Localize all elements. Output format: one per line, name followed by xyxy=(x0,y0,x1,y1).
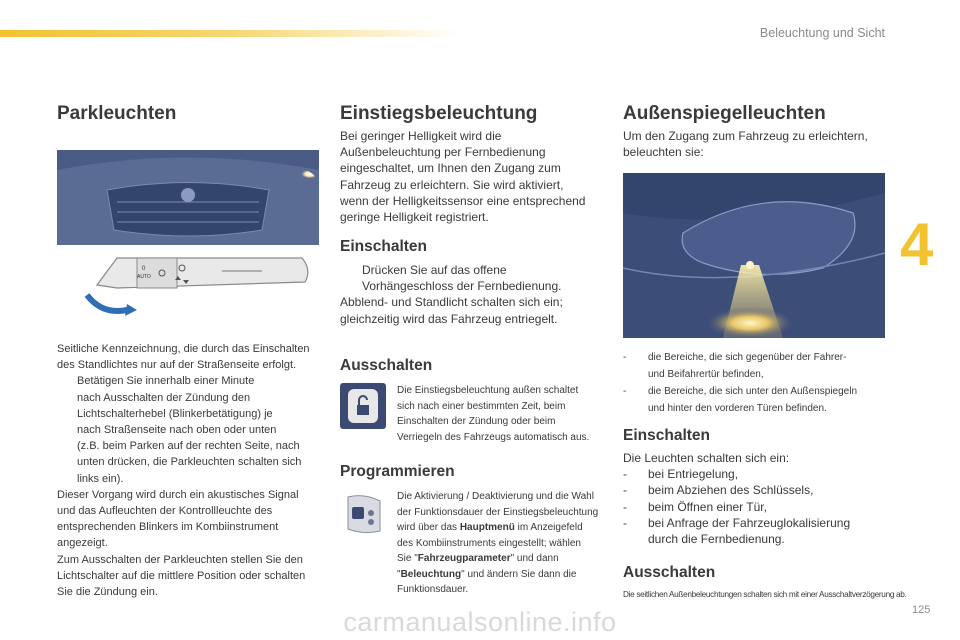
aussenspiegel-on-item xyxy=(623,466,893,482)
top-accent-bar xyxy=(0,30,460,37)
einstieg-off-line: Einschalten der Zündung oder beim xyxy=(397,416,556,427)
parkleuchten-p6: angezeigt. xyxy=(57,537,108,550)
einstieg-off-line: Verriegeln des Fahrzeugs automatisch aus. xyxy=(397,431,590,443)
aussenspiegel-on-item xyxy=(623,515,893,547)
dash-marker: - xyxy=(623,352,627,363)
prog-line-4: des Kombiinstruments eingestellt; wählen xyxy=(397,537,581,549)
parkleuchten-b6: unten drücken, die Parkleuchten schalten sich xyxy=(77,456,302,469)
parkleuchten-p8: Lichtschalter auf die mittlere Position oder schalten xyxy=(57,569,306,582)
prog-line-3c: im Anzeigefeld xyxy=(514,522,583,533)
einstieg-on-title: Einschalten xyxy=(340,238,427,255)
einstieg-on-body xyxy=(340,262,615,327)
einstieg-intro-line: eingeschaltet, um Ihnen den Zugang zum xyxy=(340,161,561,176)
einstieg-intro-line: Fahrzeug zu erleichtern. Sie wird aktiviert, xyxy=(340,177,564,192)
parkleuchten-bullet-line xyxy=(57,373,322,389)
aussenspiegel-list-text xyxy=(648,383,857,417)
fahrzeugparameter-label: Fahrzeugparameter xyxy=(417,553,511,564)
einstieg-off-line: sich nach einer bestimmten Zeit, beim xyxy=(397,400,566,412)
watermark: carmanualsonline.info xyxy=(343,607,617,637)
car-front-stalk-image xyxy=(57,150,319,325)
aussenspiegel-intro-line: Um den Zugang zum Fahrzeug zu erleichtern, xyxy=(623,129,868,143)
list-line: die Bereiche, die sich unter den Außenspiegeln xyxy=(648,386,858,397)
aussenspiegel-off-title: Ausschalten xyxy=(623,564,716,581)
prog-line-5c: " und dann xyxy=(510,553,559,564)
headlight-illustration xyxy=(57,150,319,325)
section-header: Beleuchtung und Sicht xyxy=(759,26,885,40)
mirror-light-illustration xyxy=(623,173,885,338)
einstieg-intro xyxy=(340,128,610,225)
prog-line-6a: " xyxy=(397,568,401,580)
steering-wheel-controls-icon xyxy=(340,495,388,535)
einstieg-on-p1: Abblend- und Standlicht schalten sich ein; xyxy=(340,295,563,310)
page-number: 125 xyxy=(912,604,931,616)
aussenspiegel-list xyxy=(623,349,888,417)
chapter-number: 4 xyxy=(900,211,934,278)
einstieg-intro-line: Außenbeleuchtung per Fernbedienung xyxy=(340,145,546,160)
einstieg-intro-line: wenn der Helligkeitssensor eine entsprechend xyxy=(340,193,586,208)
einstieg-off-title: Ausschalten xyxy=(340,357,433,374)
parkleuchten-p3: Dieser Vorgang wird durch ein akustisches Signal xyxy=(57,488,299,501)
prog-line-3 xyxy=(397,520,617,536)
aussenspiegel-intro-line: beleuchten sie: xyxy=(623,145,704,160)
prog-line-6 xyxy=(397,567,617,583)
parkleuchten-b4: nach Straßenseite nach oben oder unten xyxy=(77,424,277,437)
stalk-zero-label: 0 xyxy=(142,266,146,272)
aussenspiegel-title: Außenspiegelleuchten xyxy=(623,103,826,124)
list-line: durch die Fernbedienung. xyxy=(648,532,785,547)
parkleuchten-b2: nach Ausschalten der Zündung den xyxy=(77,391,251,404)
parkleuchten-p5: entsprechenden Blinkers im Kombiinstrument xyxy=(57,521,279,534)
parkleuchten-b3: Lichtschalterhebel (Blinkerbetätigung) je xyxy=(77,407,273,420)
prog-line-5 xyxy=(397,551,617,567)
hauptmenu-label: Hauptmenü xyxy=(459,522,515,533)
einstieg-title: Einstiegsbeleuchtung xyxy=(340,103,538,124)
einstieg-on-p2: gleichzeitig wird das Fahrzeug entriegelt. xyxy=(340,311,558,326)
prog-line-5a: Sie " xyxy=(397,553,418,564)
parkleuchten-p7: Zum Ausschalten der Parkleuchten stellen Sie den xyxy=(57,553,303,566)
parkleuchten-b1: Betätigen Sie innerhalb einer Minute xyxy=(77,375,255,388)
aussenspiegel-on-item xyxy=(623,499,893,515)
prog-text xyxy=(397,489,617,598)
einstieg-intro-line: Bei geringer Helligkeit wird die xyxy=(340,129,502,143)
prog-line-3a: wird über das xyxy=(397,522,460,533)
aussenspiegel-on-title: Einschalten xyxy=(623,427,710,444)
parkleuchten-p1: Seitliche Kennzeichnung, die durch das Einschalten xyxy=(57,343,310,355)
aussenspiegel-off-text: Die seitlichen Außenbeleuchtungen schalten sich mit einer Ausschaltverzögerung ab. xyxy=(623,590,907,599)
aussenspiegel-list-item xyxy=(623,349,888,383)
list-line: bei Anfrage der Fahrzeuglokalisierung xyxy=(648,515,851,530)
einstieg-off-text xyxy=(397,383,612,445)
einstieg-off-line: Die Einstiegsbeleuchtung außen schaltet xyxy=(397,385,579,396)
aussenspiegel-on-item xyxy=(623,482,893,498)
dash-marker: - xyxy=(623,467,627,482)
aussenspiegel-list-item xyxy=(623,383,888,417)
list-line: und hinter den vorderen Türen befinden. xyxy=(648,403,827,414)
prog-title: Programmieren xyxy=(340,463,455,480)
einstieg-intro-line: geringe Helligkeit registriert. xyxy=(340,210,489,225)
stalk-auto-label: AUTO xyxy=(137,274,151,280)
mirror-light-image xyxy=(623,173,885,338)
prog-line-7: Funktionsdauer. xyxy=(397,584,469,595)
aussenspiegel-on-body xyxy=(623,450,893,547)
dash-marker: - xyxy=(623,515,627,530)
aussenspiegel-on-text xyxy=(648,515,850,547)
parkleuchten-p2: des Standlichtes nur auf der Straßenseite erfolgt. xyxy=(57,359,297,372)
prog-line-1: Die Aktivierung / Deaktivierung und die Wahl xyxy=(397,491,594,502)
einstieg-on-b1-line xyxy=(340,262,615,278)
einstieg-on-b2: Vorhängeschloss der Fernbedienung. xyxy=(362,279,562,294)
list-line: und Beifahrertür befinden, xyxy=(648,369,764,380)
aussenspiegel-on-intro: Die Leuchten schalten sich ein: xyxy=(623,451,790,465)
einstieg-on-b1: Drücken Sie auf das offene xyxy=(362,263,507,277)
aussenspiegel-intro xyxy=(623,128,893,160)
parkleuchten-b5: (z.B. beim Parken auf der rechten Seite, nach xyxy=(77,440,300,453)
dash-marker: - xyxy=(623,499,627,514)
parkleuchten-title: Parkleuchten xyxy=(57,103,177,124)
prog-line-6c: " und ändern Sie dann die xyxy=(461,568,577,580)
dash-marker: - xyxy=(623,386,627,397)
aussenspiegel-list-text xyxy=(648,349,846,383)
parkleuchten-body xyxy=(57,341,322,600)
parkleuchten-p9: Sie die Zündung ein. xyxy=(57,586,158,599)
list-line: die Bereiche, die sich gegenüber der Fahrer- xyxy=(648,352,847,363)
parkleuchten-b7: links ein). xyxy=(77,472,124,485)
lock-icon xyxy=(340,383,386,429)
aussenspiegel-on-text: beim Abziehen des Schlüssels, xyxy=(648,483,814,498)
parkleuchten-p4: und das Aufleuchten der Kontrollleuchte des xyxy=(57,505,273,518)
aussenspiegel-on-text: bei Entriegelung, xyxy=(648,467,739,482)
beleuchtung-label: Beleuchtung xyxy=(400,568,462,580)
dash-marker: - xyxy=(623,483,627,498)
prog-line-2: der Funktionsdauer der Einstiegsbeleuchtung xyxy=(397,506,599,518)
aussenspiegel-on-text: beim Öffnen einer Tür, xyxy=(648,499,767,514)
